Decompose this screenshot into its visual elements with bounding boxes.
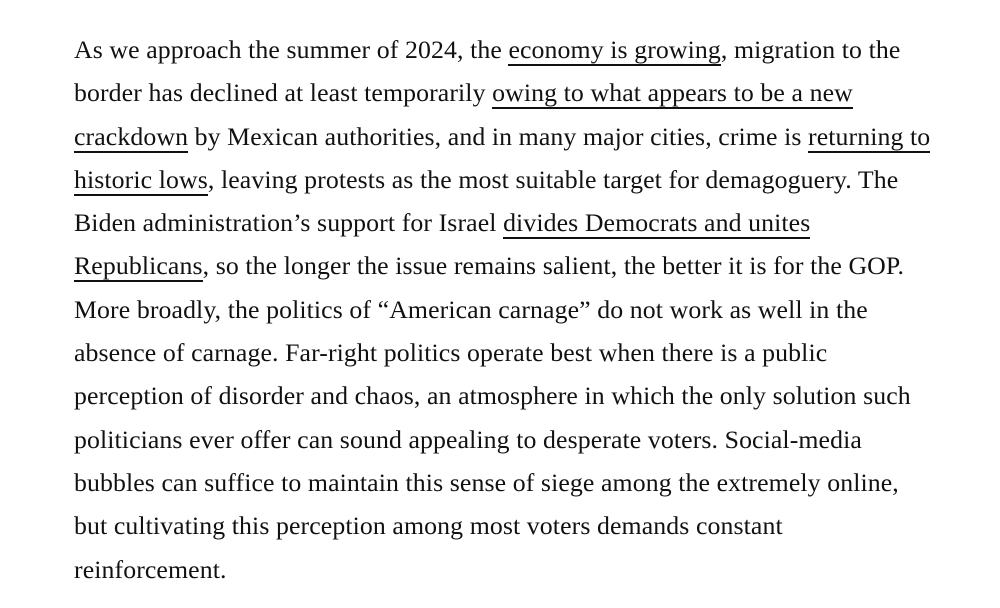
economy-is-growing-link[interactable]: economy is growing [508, 35, 721, 64]
divides-democrats-link[interactable]: divides Democrats and unites Republicans [74, 208, 811, 281]
paragraph-text: As we approach the summer of 2024, the [74, 35, 509, 64]
paragraph-text: , migration to the border has declined at least temporarily [74, 35, 901, 108]
crackdown-link[interactable]: owing to what appears to be a new crackdown [74, 78, 853, 151]
article-body [74, 28, 934, 591]
article-paragraph [74, 28, 934, 591]
paragraph-text: by Mexican authorities, and in many major cities, crime is [188, 121, 809, 151]
paragraph-text: , so the longer the issue remains salient, the better it is for the GOP. More broadly, the politics of “American carnage” do not work as well in the absence of carnage. Far-right politics operate best when there is a public perception of disorder and chaos, an atmosphere in which the only solution such politicians ever offer can sound appealing to desperate voters. Social-media bubbles can suffice to maintain this sense of siege among the extremely online, but cultivating this perception among most voters demands constant reinforcement. [74, 251, 911, 584]
paragraph-text: , leaving protests as the most suitable target for demagoguery. The Biden administration’s support for Israel [74, 164, 899, 238]
historic-lows-link[interactable]: returning to historic lows [74, 121, 931, 194]
